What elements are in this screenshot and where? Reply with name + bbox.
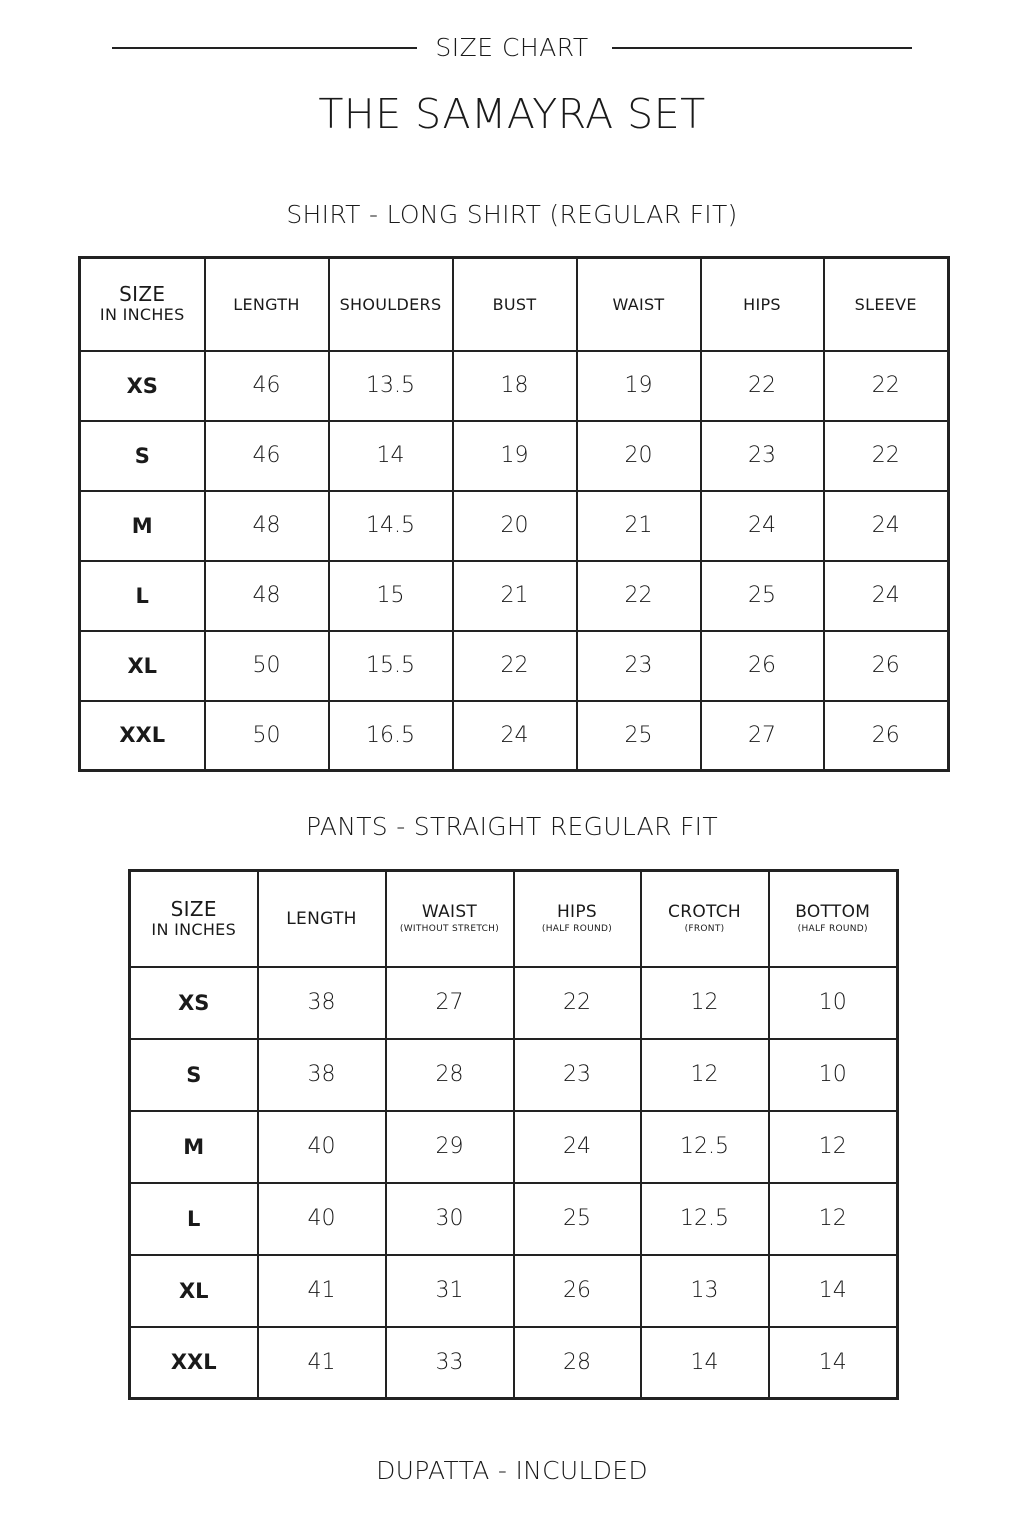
- measurement-cell: 14.5: [329, 491, 453, 561]
- table-row: [80, 421, 949, 491]
- measurement-cell: 27: [701, 701, 824, 771]
- measurement-cell: 22: [824, 351, 949, 421]
- measurement-cell: 50: [205, 701, 329, 771]
- measurement-cell: 15.5: [329, 631, 453, 701]
- measurement-cell: 23: [577, 631, 701, 701]
- measurement-cell: 24: [453, 701, 577, 771]
- measurement-cell: 12: [641, 967, 769, 1039]
- table-row: [130, 1039, 898, 1111]
- measurement-cell: 31: [386, 1255, 514, 1327]
- measurement-cell: 21: [453, 561, 577, 631]
- size-label: XS: [80, 351, 205, 421]
- measurement-cell: 19: [453, 421, 577, 491]
- measurement-cell: 24: [701, 491, 824, 561]
- measurement-cell: 15: [329, 561, 453, 631]
- pants-col-crotch-note: (FRONT): [684, 924, 725, 935]
- table-row: [80, 491, 949, 561]
- size-label: L: [80, 561, 205, 631]
- measurement-cell: 25: [514, 1183, 641, 1255]
- measurement-cell: 40: [258, 1183, 386, 1255]
- shirt-col-hips: HIPS: [701, 258, 824, 351]
- shirt-size-header: [80, 258, 205, 351]
- pants-col-waist-label: WAIST: [421, 902, 478, 923]
- size-label: XXL: [130, 1327, 258, 1399]
- measurement-cell: 26: [514, 1255, 641, 1327]
- shirt-col-shoulders: SHOULDERS: [329, 258, 453, 351]
- size-label: XL: [130, 1255, 258, 1327]
- size-chart-kicker: SIZE CHART: [435, 33, 589, 62]
- pants-col-length-label: LENGTH: [286, 908, 357, 929]
- pants-header-row: [130, 871, 898, 967]
- measurement-cell: 24: [824, 561, 949, 631]
- measurement-cell: 12: [769, 1183, 898, 1255]
- measurement-cell: 14: [769, 1327, 898, 1399]
- measurement-cell: 14: [329, 421, 453, 491]
- size-label: L: [130, 1183, 258, 1255]
- shirt-size-header-label: SIZE: [119, 282, 166, 307]
- measurement-cell: 12.5: [641, 1183, 769, 1255]
- measurement-cell: 13: [641, 1255, 769, 1327]
- measurement-cell: 41: [258, 1255, 386, 1327]
- measurement-cell: 24: [824, 491, 949, 561]
- measurement-cell: 13.5: [329, 351, 453, 421]
- measurement-cell: 46: [205, 421, 329, 491]
- table-row: [130, 1183, 898, 1255]
- table-row: [130, 1111, 898, 1183]
- measurement-cell: 14: [769, 1255, 898, 1327]
- measurement-cell: 20: [577, 421, 701, 491]
- size-label: XS: [130, 967, 258, 1039]
- measurement-cell: 22: [701, 351, 824, 421]
- table-row: [80, 631, 949, 701]
- page-title: THE SAMAYRA SET: [318, 90, 706, 138]
- measurement-cell: 19: [577, 351, 701, 421]
- measurement-cell: 26: [701, 631, 824, 701]
- pants-col-length: [258, 871, 386, 967]
- measurement-cell: 10: [769, 967, 898, 1039]
- measurement-cell: 14: [641, 1327, 769, 1399]
- pants-section-title: PANTS - STRAIGHT REGULAR FIT: [306, 812, 718, 841]
- size-label: M: [130, 1111, 258, 1183]
- measurement-cell: 28: [386, 1039, 514, 1111]
- measurement-cell: 29: [386, 1111, 514, 1183]
- pants-size-header: [130, 871, 258, 967]
- pants-col-crotch: [641, 871, 769, 967]
- measurement-cell: 22: [514, 967, 641, 1039]
- measurement-cell: 12: [769, 1111, 898, 1183]
- measurement-cell: 16.5: [329, 701, 453, 771]
- size-label: XXL: [80, 701, 205, 771]
- measurement-cell: 25: [701, 561, 824, 631]
- pants-col-bottom: [769, 871, 898, 967]
- pants-col-bottom-note: (HALF ROUND): [797, 924, 868, 935]
- measurement-cell: 25: [577, 701, 701, 771]
- shirt-size-header-unit: IN INCHES: [99, 305, 185, 325]
- measurement-cell: 28: [514, 1327, 641, 1399]
- pants-col-waist-note: (WITHOUT STRETCH): [399, 924, 500, 935]
- measurement-cell: 10: [769, 1039, 898, 1111]
- table-row: [130, 1327, 898, 1399]
- measurement-cell: 26: [824, 701, 949, 771]
- pants-size-table: [128, 869, 899, 1400]
- dupatta-note: DUPATTA - INCULDED: [376, 1456, 648, 1485]
- measurement-cell: 26: [824, 631, 949, 701]
- pants-col-hips: [514, 871, 641, 967]
- table-row: [130, 967, 898, 1039]
- shirt-header-row: [80, 258, 949, 351]
- table-row: [80, 561, 949, 631]
- measurement-cell: 30: [386, 1183, 514, 1255]
- shirt-size-table: [78, 256, 950, 772]
- size-label: S: [130, 1039, 258, 1111]
- measurement-cell: 23: [701, 421, 824, 491]
- measurement-cell: 41: [258, 1327, 386, 1399]
- measurement-cell: 48: [205, 491, 329, 561]
- measurement-cell: 22: [824, 421, 949, 491]
- table-row: [80, 701, 949, 771]
- pants-size-header-unit: IN INCHES: [151, 919, 237, 939]
- measurement-cell: 12: [641, 1039, 769, 1111]
- pants-col-crotch-label: CROTCH: [668, 902, 741, 923]
- pants-col-bottom-label: BOTTOM: [795, 902, 871, 923]
- measurement-cell: 46: [205, 351, 329, 421]
- measurement-cell: 23: [514, 1039, 641, 1111]
- pants-col-hips-label: HIPS: [556, 902, 598, 923]
- measurement-cell: 38: [258, 967, 386, 1039]
- measurement-cell: 22: [453, 631, 577, 701]
- measurement-cell: 38: [258, 1039, 386, 1111]
- shirt-col-waist: WAIST: [577, 258, 701, 351]
- measurement-cell: 20: [453, 491, 577, 561]
- pants-size-header-label: SIZE: [170, 896, 217, 921]
- size-label: M: [80, 491, 205, 561]
- table-row: [130, 1255, 898, 1327]
- shirt-section-title: SHIRT - LONG SHIRT (REGULAR FIT): [286, 200, 738, 229]
- measurement-cell: 22: [577, 561, 701, 631]
- measurement-cell: 40: [258, 1111, 386, 1183]
- shirt-col-sleeve: SLEEVE: [824, 258, 949, 351]
- measurement-cell: 24: [514, 1111, 641, 1183]
- size-label: XL: [80, 631, 205, 701]
- measurement-cell: 12.5: [641, 1111, 769, 1183]
- pants-col-hips-note: (HALF ROUND): [541, 924, 613, 935]
- measurement-cell: 27: [386, 967, 514, 1039]
- shirt-col-length: LENGTH: [205, 258, 329, 351]
- measurement-cell: 50: [205, 631, 329, 701]
- measurement-cell: 21: [577, 491, 701, 561]
- size-label: S: [80, 421, 205, 491]
- measurement-cell: 33: [386, 1327, 514, 1399]
- measurement-cell: 48: [205, 561, 329, 631]
- measurement-cell: 18: [453, 351, 577, 421]
- pants-col-waist: [386, 871, 514, 967]
- shirt-col-bust: BUST: [453, 258, 577, 351]
- table-row: [80, 351, 949, 421]
